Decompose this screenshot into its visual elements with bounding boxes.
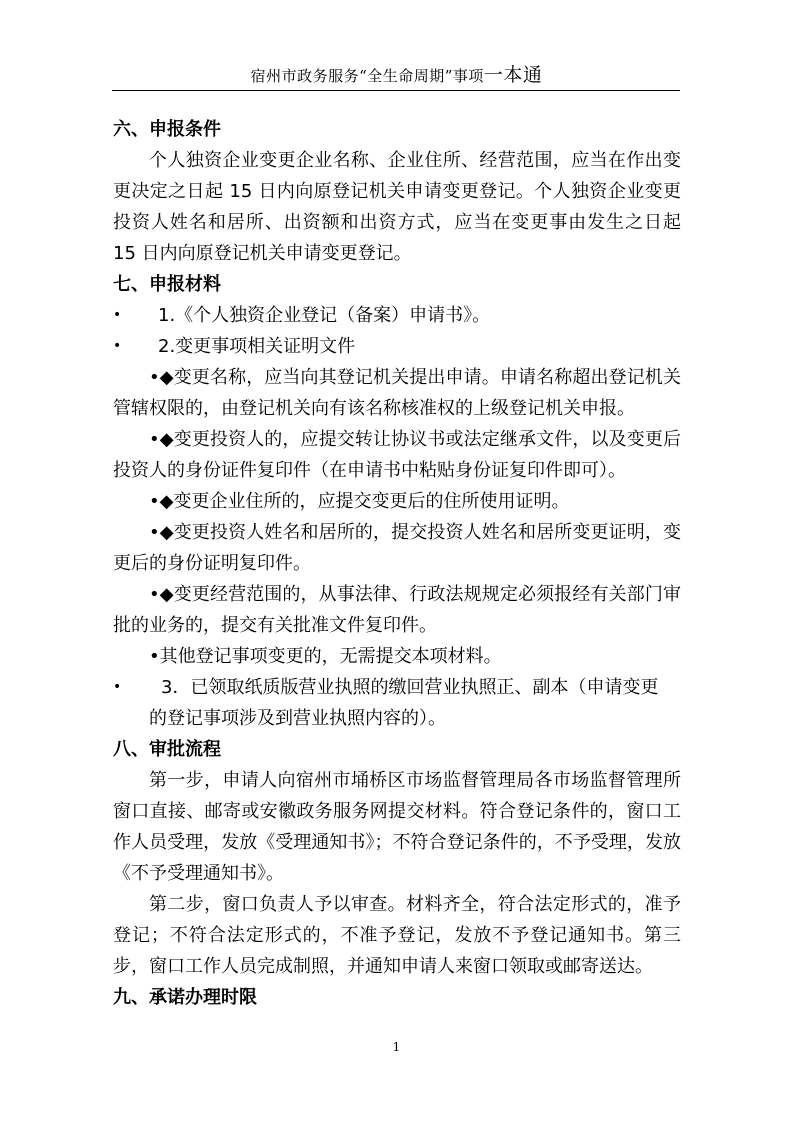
section-heading-conditions: 六、申报条件 [113, 119, 221, 140]
section-heading-process: 八、审批流程 [113, 739, 221, 760]
material-sub-item: •◆变更经营范围的，从事法律、行政法规规定必须报经有关部门审批的业务的，提交有关批准文件复印件。 [113, 584, 681, 636]
material-item-1: 1.《个人独资企业登记（备案）申请书》。 [158, 305, 491, 326]
material-item-2: 2.变更事项相关证明文件 [158, 336, 356, 357]
bullet-dot: • [113, 307, 122, 323]
header-title-emphasis: 一本通 [483, 64, 543, 86]
material-sub-item: •其他登记事项变更的，无需提交本项材料。 [149, 646, 502, 667]
list-item [113, 672, 681, 734]
process-paragraph-1: 第一步，申请人向宿州市埇桥区市场监督管理局各市场监督管理所窗口直接、邮寄或安徽政务服务网提交材料。符合登记条件的，窗口工作人员受理，发放《受理通知书》；不符合登记条件的，不予受理，发放《不予受理通知书》。 [113, 770, 681, 884]
section-heading-time-limit: 九、承诺办理时限 [113, 987, 257, 1008]
document-body [113, 114, 681, 1013]
page-number: 1 [392, 1040, 401, 1054]
material-sub-item: •◆变更投资人的，应提交转让协议书或法定继承文件，以及变更后投资人的身份证件复印件（在申请书中粘贴身份证复印件即可）。 [113, 429, 681, 481]
material-sub-item: •◆变更投资人姓名和居所的，提交投资人姓名和居所变更证明，变更后的身份证明复印件。 [113, 522, 681, 574]
material-sub-item: •◆变更企业住所的，应提交变更后的住所使用证明。 [149, 491, 570, 512]
page-header [0, 60, 793, 87]
process-paragraph-2: 第二步，窗口负责人予以审查。材料齐全，符合法定形式的，准予登记；不符合法定形式的，不准予登记，发放不予登记通知书。第三步，窗口工作人员完成制照，并通知申请人来窗口领取或邮寄送达。 [113, 894, 681, 977]
material-sub-item: •◆变更名称，应当向其登记机关提出申请。申请名称超出登记机关管辖权限的，由登记机关向有该名称核准权的上级登记机关申报。 [113, 367, 681, 419]
list-item [113, 300, 681, 331]
bullet-dot: • [113, 338, 122, 354]
material-item-3-line1: 3．已领取纸质版营业执照的缴回营业执照正、副本（申请变更 [161, 677, 659, 698]
material-item-3-line2: 的登记事项涉及到营业执照内容的）。 [149, 708, 446, 729]
bullet-dot: • [113, 679, 122, 695]
conditions-paragraph: 个人独资企业变更企业名称、企业住所、经营范围，应当在作出变更决定之日起 15 日内向原登记机关申请变更登记。个人独资企业变更投资人姓名和居所、出资额和出资方式，应当在变更事由发生之日起 15 日内向原登记机关申请变更登记。 [113, 150, 681, 264]
section-heading-materials: 七、申报材料 [113, 274, 221, 295]
list-item [113, 331, 681, 362]
header-title: 宿州市政务服务“全生命周期”事项 [250, 67, 484, 85]
header-rule [112, 90, 680, 91]
